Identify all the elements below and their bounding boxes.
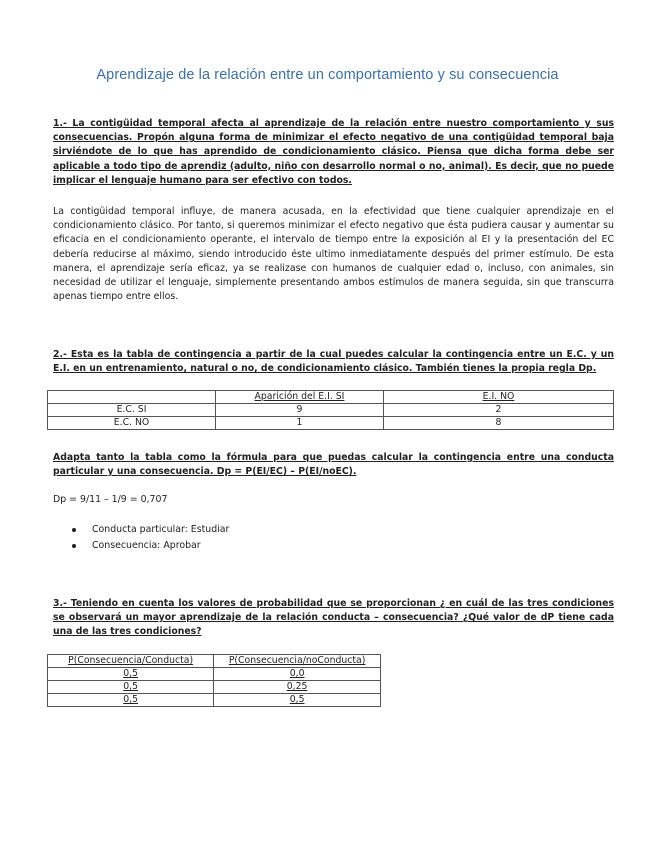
table-row [48,417,614,430]
list-item-text: Conducta particular: Estudiar [92,524,230,535]
table-header-cell [48,391,216,404]
table-cell: 0,5 [214,694,381,707]
table-row [48,694,381,707]
table-header-row [48,391,614,404]
table-row [48,681,381,694]
table-cell: 0,5 [48,668,214,681]
table-cell: 0,25 [214,681,381,694]
contingency-table [47,390,614,430]
question-3: 3.- Teniendo en cuenta los valores de probabilidad que se proporcionan ¿ en cuál de las tres condiciones se observará un mayor aprendizaje de la relación conducta – consecuencia? ¿Qué valor de dP tiene cada una de las tres condiciones? [53,598,614,638]
instruction-2: Adapta tanto la tabla como la fórmula para que puedas calcular la contingencia entre una conducta particular y una consecuencia. Dp = P(EI/EC) – P(EI/noEC). [53,452,614,478]
table-cell: 2 [384,404,614,417]
table-cell: 0,5 [48,681,214,694]
bullet-icon [72,544,76,548]
table-header-row [48,655,381,668]
table-cell: 0,0 [214,668,381,681]
table-row [48,668,381,681]
probability-table [47,654,381,707]
table-header-cell: P(Consecuencia/Conducta) [48,655,214,668]
table-header-cell: P(Consecuencia/noConducta) [214,655,381,668]
list-item-text: Consecuencia: Aprobar [92,540,201,551]
document-title: Aprendizaje de la relación entre un comportamiento y su consecuencia [96,67,559,83]
table-header-cell: Aparición del E.I. SI [216,391,384,404]
table-header-cell: E.I. NO [384,391,614,404]
table-cell: E.C. NO [48,417,216,430]
formula: Dp = 9/11 – 1/9 = 0,707 [53,494,168,505]
question-2: 2.- Esta es la tabla de contingencia a partir de la cual puedes calcular la contingencia entre un E.C. y un E.I. en un entrenamiento, natural o no, de condicionamiento clásico. También tienes la propia regla Dp. [53,349,614,375]
table-cell: E.C. SI [48,404,216,417]
answer-1: La contigüidad temporal influye, de manera acusada, en la efectividad que tiene cualquier aprendizaje en el condicionamiento clásico. Por tanto, si queremos minimizar el efecto negativo que ésta pudiera causar y aumentar su eficacia en el condicionamiento operante, el intervalo de tiempo entre la exposición al EI y la presentación del EC debería reducirse al máximo, siendo introducido éste ultimo inmediatamente después del primer estímulo. De esta manera, el aprendizaje sería eficaz, ya se realizase con humanos de cualquier edad o, incluso, con animales, sin necesidad de utilizar el lenguaje, simplemente presentando ambos estímulos de manera seguida, sin que transcurra apenas tiempo entre ellos. [53,206,614,303]
table-cell: 0,5 [48,694,214,707]
question-1: 1.- La contigüidad temporal afecta al aprendizaje de la relación entre nuestro comportamiento y sus consecuencias. Propón alguna forma de minimizar el efecto negativo de una contigüidad temporal baja sirviéndote de lo que has aprendido de condicionamiento clásico. Piensa que dicha forma debe ser aplicable a todo tipo de aprendiz (adulto, niño con desarrollo normal o no, animal). Es decir, que no puede implicar el lenguaje humano para ser efectivo con todos. [53,118,614,186]
table-row [48,404,614,417]
table-cell: 8 [384,417,614,430]
bullet-icon [72,528,76,532]
table-cell: 1 [216,417,384,430]
table-cell: 9 [216,404,384,417]
